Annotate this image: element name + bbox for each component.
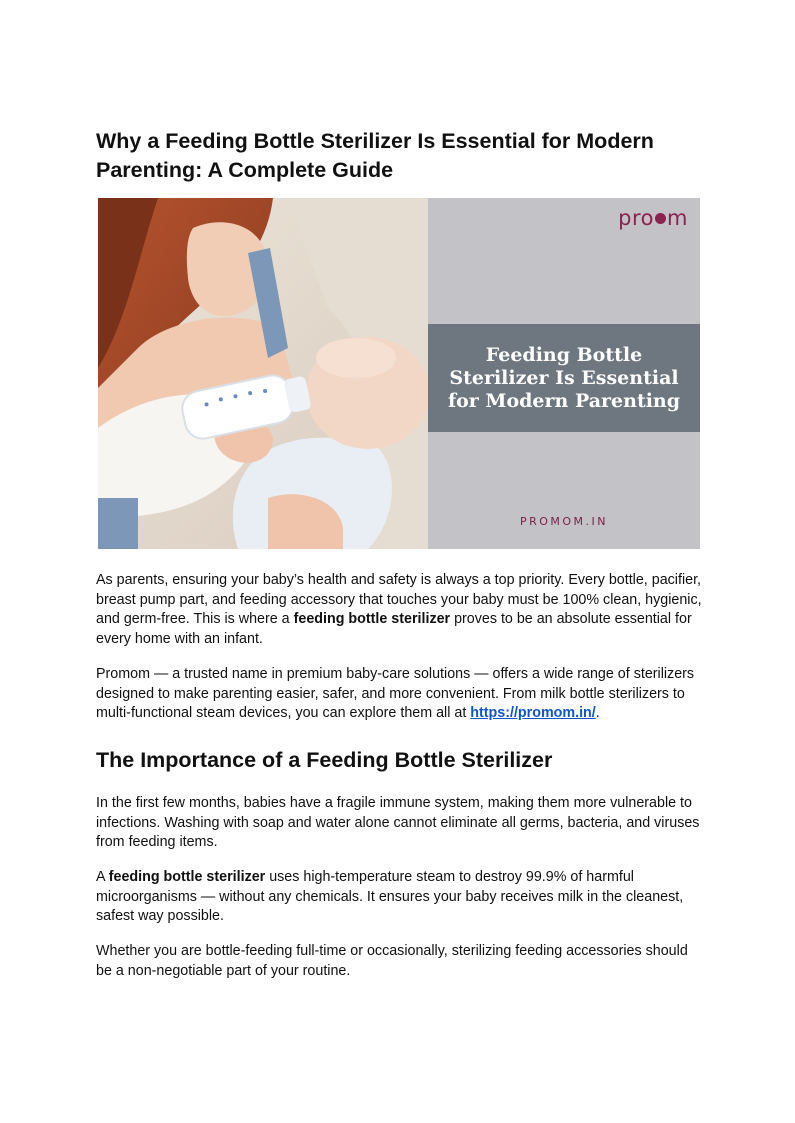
section-paragraph-2: A feeding bottle sterilizer uses high-temperature steam to destroy 99.9% of harmful microorganisms — without any chemicals. It ensures your baby receives milk in the cleanest, safest way possible. <box>96 869 684 924</box>
hero-site-url: PROMOM.IN <box>519 515 609 528</box>
section-paragraph-1: In the first few months, babies have a fragile immune system, making them more vulnerable to infections. Washing with soap and water alone cannot eliminate all germs, bacteria, and viruses from feeding items. <box>96 795 700 850</box>
hero-text-panel <box>428 198 700 549</box>
intro-paragraph-2: Promom — a trusted name in premium baby-care solutions — offers a wide range of sterilizers designed to make parenting easier, safer, and more convenient. From milk bottle sterilizers to multi-functional steam devices, you can explore them all at https://promom.in/. <box>96 666 695 721</box>
hero-title: Feeding Bottle Sterilizer Is Essential for Modern Parenting <box>447 343 681 412</box>
hero-banner <box>98 198 700 549</box>
page-title: Why a Feeding Bottle Sterilizer Is Essential for Modern Parenting: A Complete Guide <box>96 129 654 182</box>
section-heading: The Importance of a Feeding Bottle Sterilizer <box>96 748 553 772</box>
mother-feeding-baby-photo <box>98 198 428 549</box>
promom-logo: pro m <box>618 206 688 230</box>
promom-link[interactable]: https://promom.in/ <box>470 705 596 721</box>
hero-title-band <box>428 324 700 432</box>
section-paragraph-3: Whether you are bottle-feeding full-time or occasionally, sterilizing feeding accessories should be a non-negotiable part of your routine. <box>96 943 688 979</box>
intro-paragraph-1: As parents, ensuring your baby’s health and safety is always a top priority. Every bottle, pacifier, breast pump part, and feeding accessory that touches your baby must be 100% clean, hygienic, and germ-free. This is where a feeding bottle sterilizer proves to be an absolute essential for every home with an infant. <box>96 572 702 647</box>
